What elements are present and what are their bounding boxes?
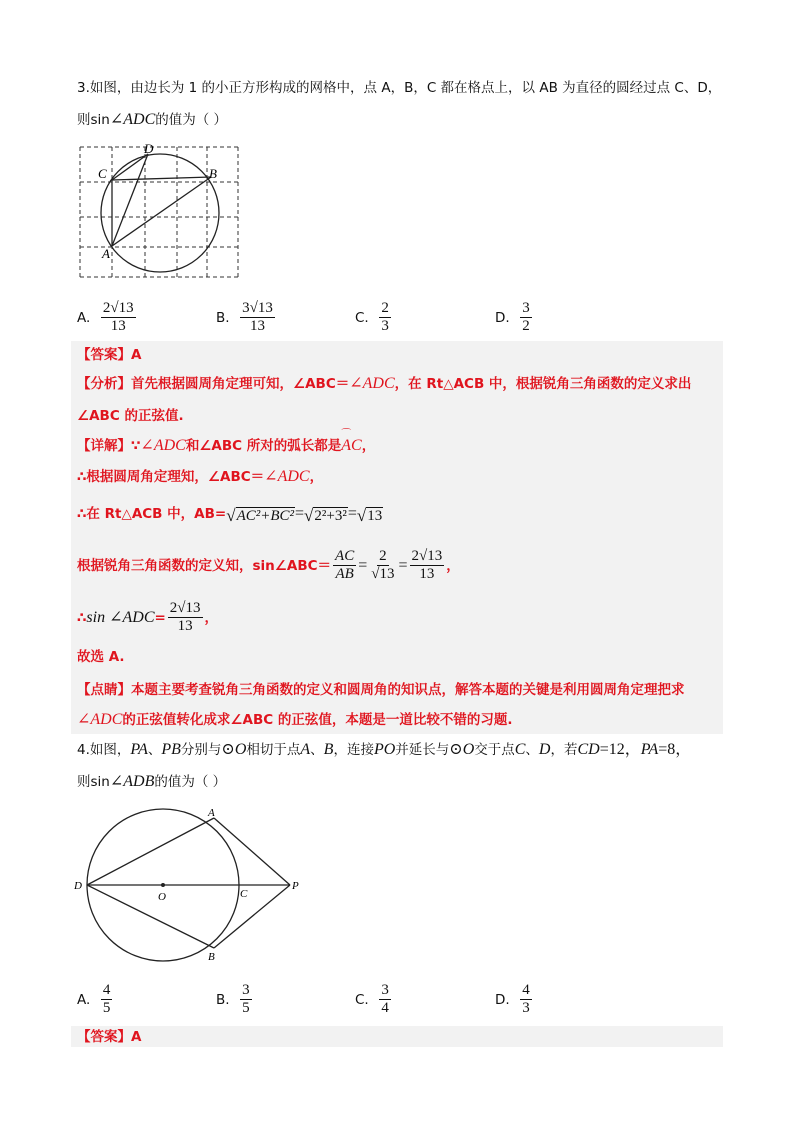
q4-option-d[interactable]: D. $\frac{4}{3}$ [495,982,530,1016]
label-A: A [208,807,215,819]
q3-choose: 故选 A. [77,649,125,665]
q4-stem-line1: 4.如图，PA、PB分别与⊙O相切于点A、B，连接PO并延长与⊙O交于点C、D，若CD=12，PA=8， [77,741,692,758]
q3-comment-line2: ∠ADC的正弦值转化成求∠ABC 的正弦值，本题是一道比较不错的习题. [77,711,513,728]
q3-option-a[interactable]: A. $\frac{2√13}{13}$ [77,300,134,334]
label-O: O [158,891,166,903]
q3-stem-line1: 3.如图，由边长为 1 的小正方形构成的网格中，点 A，B，C 都在格点上，以 AB 为直径的圆经过点 C、D， [77,80,722,96]
label-A: A [102,246,110,261]
q3-option-b[interactable]: B. $\frac{3√13}{13}$ [216,300,273,334]
label-B: B [209,166,217,181]
q3-analysis-line2: ∠ABC 的正弦值. [77,408,184,424]
q3-stem-line2: 则sin∠ADC的值为（ ） [77,111,228,128]
q3-option-c[interactable]: C. $\frac{2}{3}$ [355,300,389,334]
q4-option-b[interactable]: B. $\frac{3}{5}$ [216,982,250,1016]
q3-detail-line2: ∴根据圆周角定理知，∠ABC＝∠ADC， [77,468,324,485]
q3-comment-line1: 【点睛】本题主要考查锐角三角函数的定义和圆周角的知识点，解答本题的关键是利用圆周角定理把求 [77,682,685,698]
label-D: D [74,880,82,892]
q4-circle-figure [74,805,306,970]
label-C: C [98,166,107,181]
q3-option-d[interactable]: D. $\frac{3}{2}$ [495,300,530,334]
q4-option-a[interactable]: A. $\frac{4}{5}$ [77,982,111,1016]
q4-option-c[interactable]: C. $\frac{3}{4}$ [355,982,389,1016]
q4-stem-line2: 则sin∠ADB的值为（ ） [77,773,227,790]
label-D: D [144,141,154,156]
q4-solution-panel [71,1026,723,1047]
q3-detail-line1: 【详解】∵∠ADC和∠ABC 所对的弧长都是⌒ AC， [77,436,375,456]
q3-detail-line5: ∴ sin ∠ADC = $\frac{2√13}{13}$ ， [77,600,219,634]
center-point [161,883,165,887]
q3-detail-line3: ∴在 Rt△ACB 中，AB= √ AC²+BC² = √ 2²+3² = √ 13 [77,505,383,525]
label-C: C [240,888,248,900]
q4-answer: 【答案】A [77,1029,142,1045]
q3-grid-figure [76,140,246,285]
q3-detail-line4: 根据锐角三角函数的定义知，sin∠ABC＝ $\frac{AC}{AB}$ = $\frac{2}{√13}$ = $\frac{2√13}{13}$ ， [77,548,460,582]
label-B: B [208,951,215,963]
label-P: P [292,880,299,892]
q3-solution-panel [71,341,723,734]
q3-answer: 【答案】A [77,347,142,363]
q3-analysis-line1: 【分析】首先根据圆周角定理可知，∠ABC＝∠ADC，在 Rt△ACB 中，根据锐角三角函数的定义求出 [77,375,692,392]
